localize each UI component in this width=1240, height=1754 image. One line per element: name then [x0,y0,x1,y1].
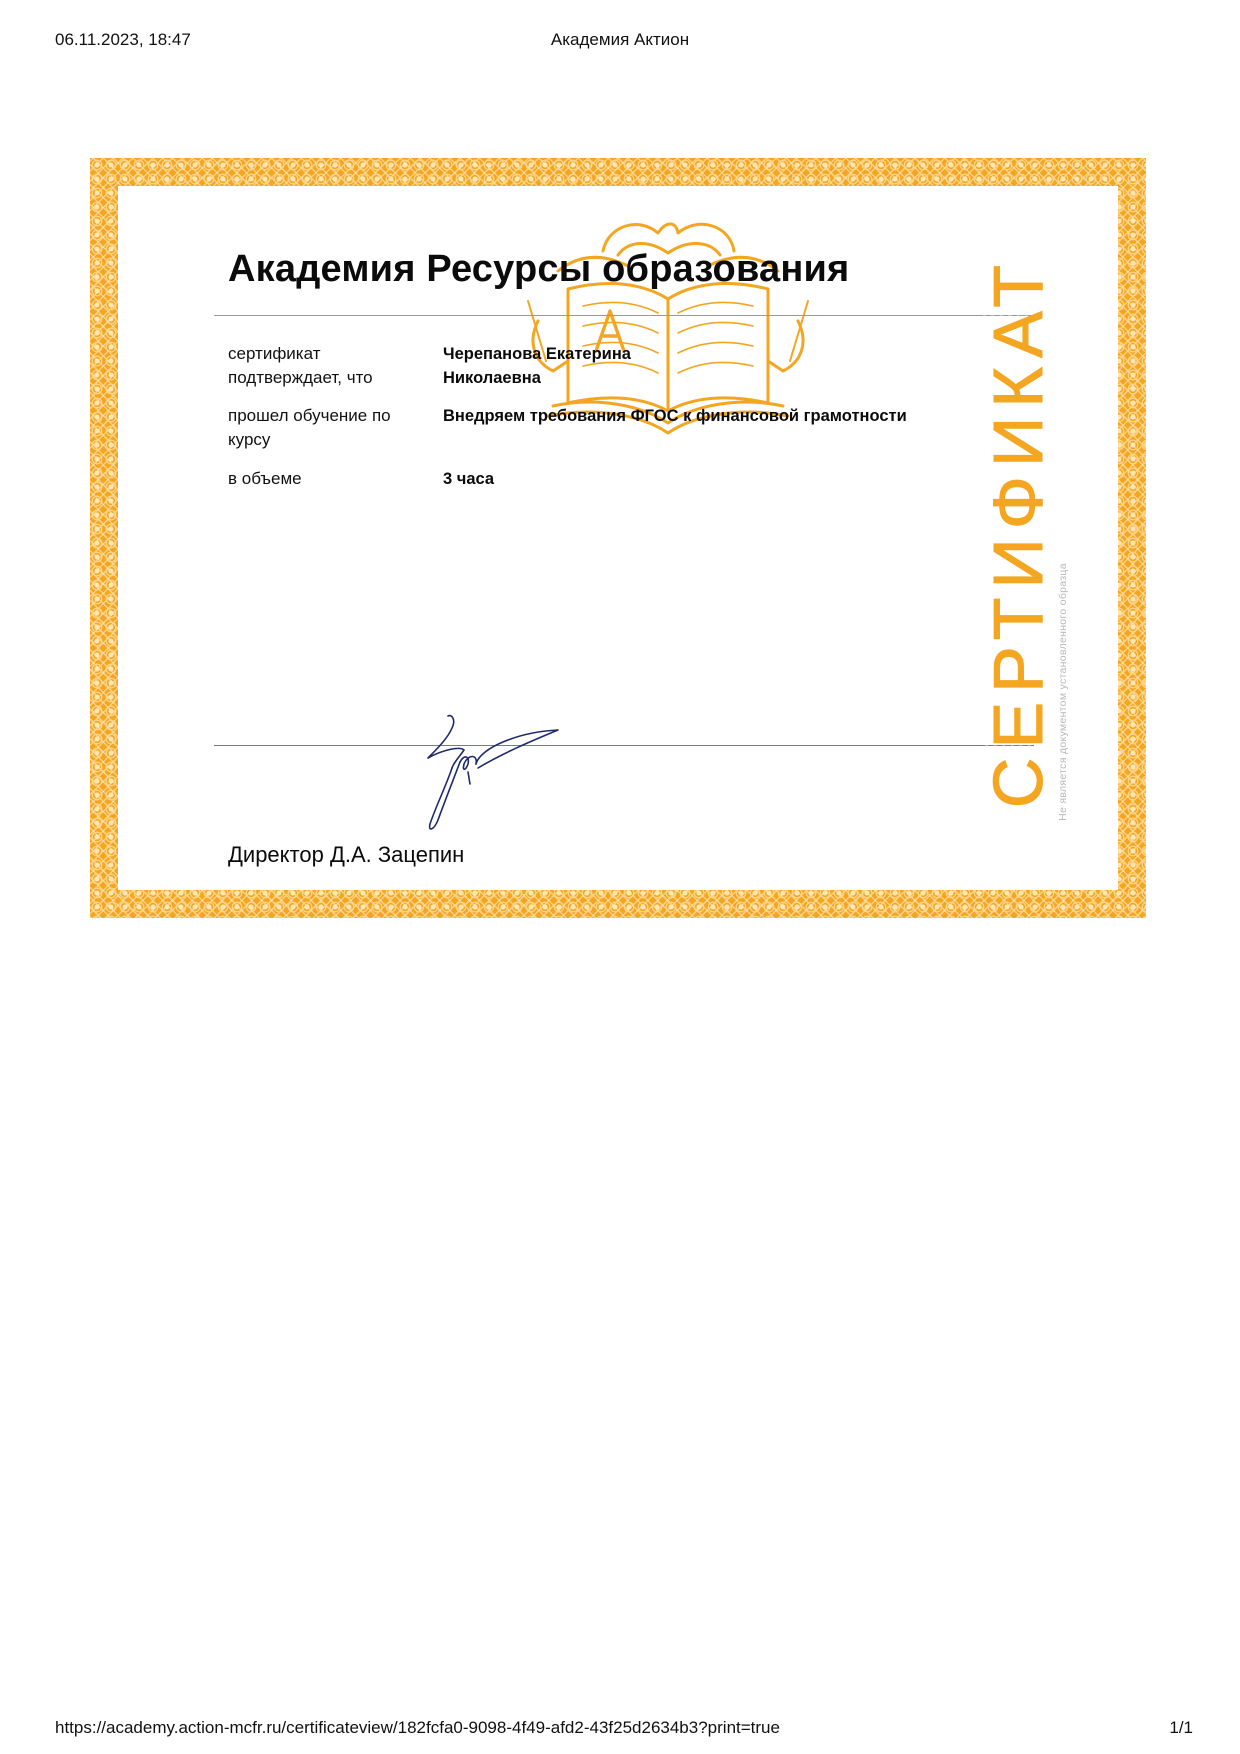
print-footer-page-number: 1/1 [1169,1718,1193,1737]
signature-divider [214,745,1034,746]
print-footer-url: https://academy.action-mcfr.ru/certificateview/182fcfa0-9098-4f49-afd2-43f25d2634b3?print=true [55,1718,780,1737]
recipient-name: Черепанова Екатерина Николаевна [443,345,631,387]
director-signatory: Директор Д.А. Зацепин [228,842,465,867]
certificate-body [118,186,1118,890]
field-label-volume: в объеме [228,469,302,488]
certificate-side-word: СЕРТИФИКАТ [979,255,1057,809]
print-header-date: 06.11.2023, 18:47 [55,30,191,49]
certificate-frame [90,158,1146,918]
top-divider [214,315,1034,316]
print-header-title: Академия Актион [550,30,690,49]
field-label-course: прошел обучение по курсу [228,406,391,449]
course-hours: 3 часа [443,470,495,488]
signature-icon [408,706,568,846]
course-title: Внедряем требования ФГОС к финансовой грамотности [443,407,907,425]
institution-title: Академия Ресурсы образования [228,248,850,290]
field-label-confirms: сертификат подтверждает, что [228,344,373,387]
certificate-disclaimer: Не является документом установленного образца [1057,563,1069,821]
